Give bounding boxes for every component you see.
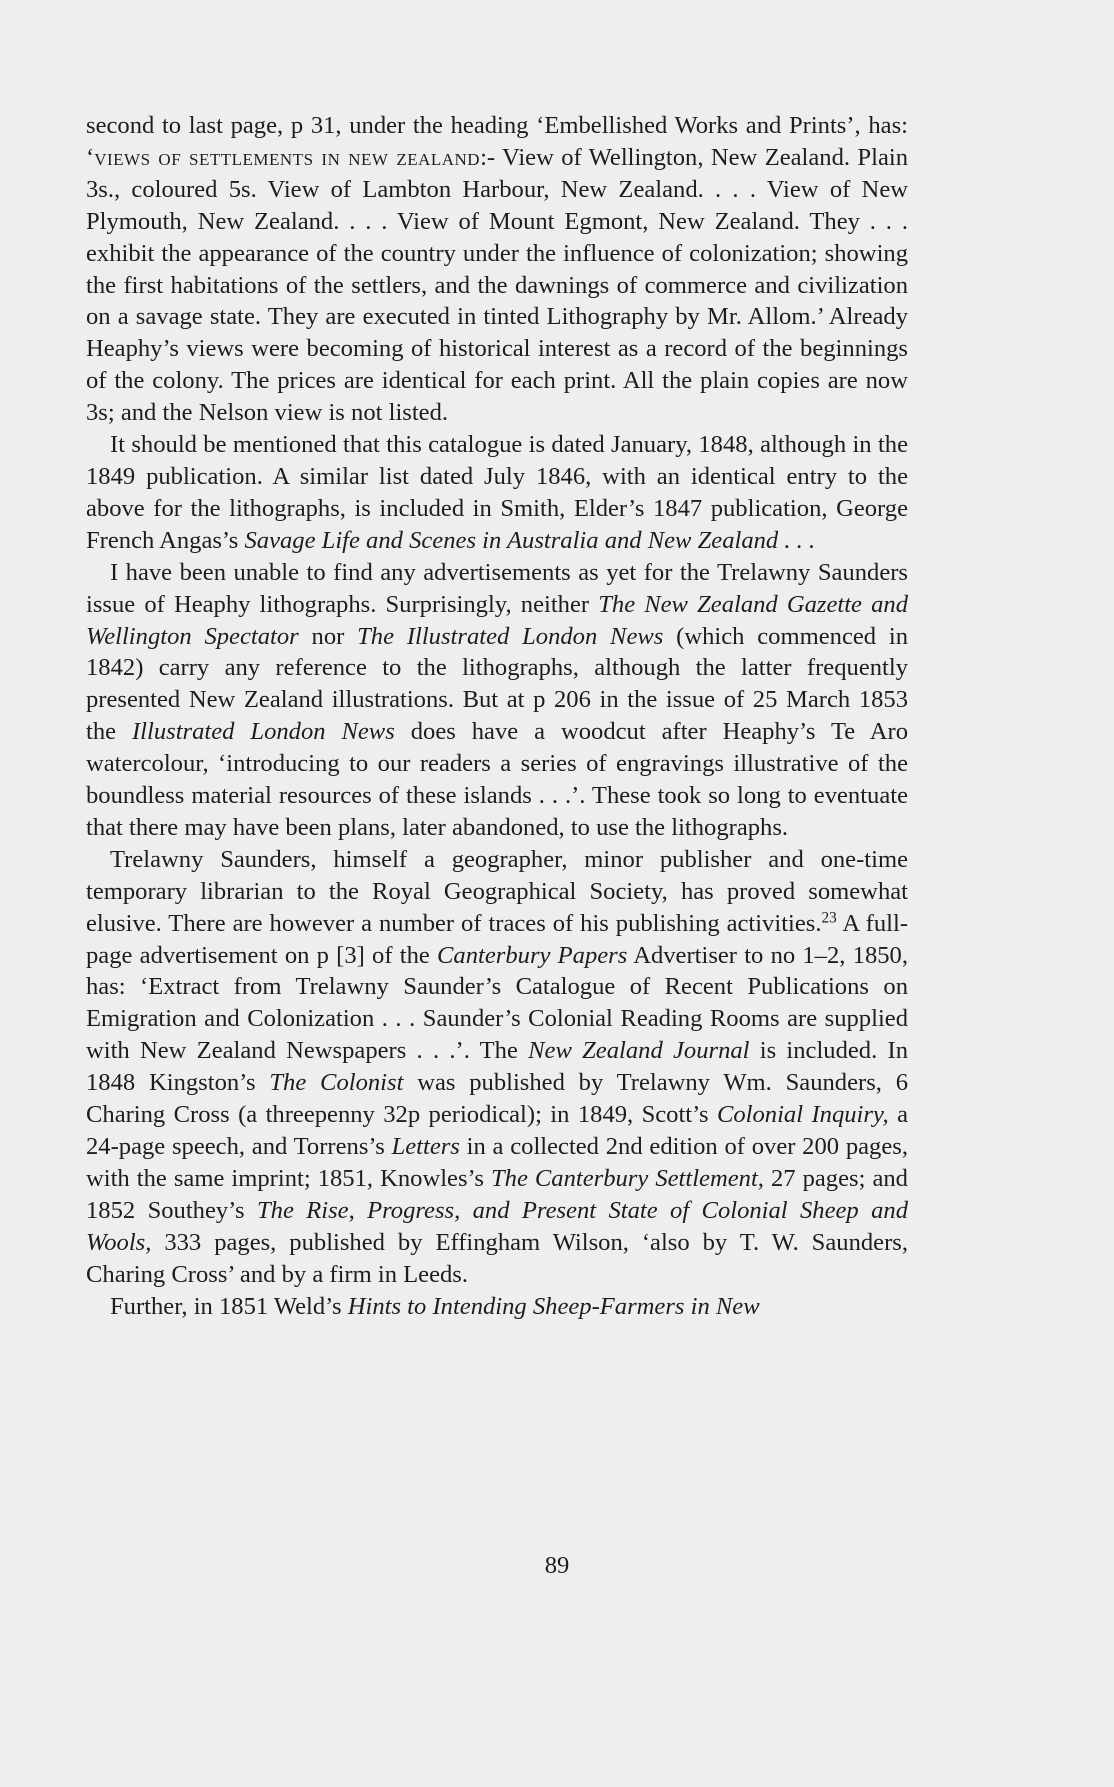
text-run: does have a woodcut after Heaphy’s Te Aro watercolour, ‘introducing to our readers a series of engravings illustrative of the boundless material resources of these islands . . .’. These took so long to eventuate that there may have been plans, later abandoned, to use the lithographs. [86,718,908,841]
italic-title: Canterbury Papers [437,941,628,969]
italic-title: Hints to Intending Sheep-Farmers in New [347,1292,760,1320]
footnote-reference: 23 [821,909,837,927]
italic-title: The Colonist [269,1069,404,1097]
paragraph-2 [86,429,908,557]
italic-title: Colonial Inquiry, [716,1101,889,1129]
text-run: is included. In 1848 Kingston’s [86,1037,908,1097]
italic-title: The Rise, Progress, and Present State of Colonial Sheep and Wools, [86,1196,908,1256]
paragraph-5 [86,1291,908,1323]
text-run: :- View of Wellington, New Zealand. Plain 3s., coloured 5s. View of Lambton Harbour, New Zealand. . . . View of New Plymouth, New Zealand. . . . View of Mount Egmont, New Zealand. They . . . exhibit the appearance of the country under the influence of colonization; showing the first habitations of the settlers, and the dawnings of commerce and civilization on a savage state. They are executed in tinted Lithography by Mr. Allom.’ Already Heaphy’s views were becoming of historical interest as a record of the beginnings of the colony. The prices are identical for each print. All the plain copies are now 3s; and the Nelson view is not listed. [86,143,908,427]
italic-title: Letters [391,1133,460,1160]
text-run: in a collected 2nd edition of over 200 pages, with the same imprint; 1851, Knowles’s [86,1133,908,1192]
text-run: It should be mentioned that this catalogue is dated January, 1848, although in the 1849 publication. A similar list dated July 1846, with an identical entry to the above for the lithographs, is included in Smith, Elder’s 1847 publication, George French Angas’s [86,431,908,554]
text-run: Further, in 1851 Weld’s [110,1292,348,1320]
italic-title: The Canterbury Settlement, [490,1164,764,1192]
italic-title: The New Zealand Gazette and Wellington Spectator [86,590,908,650]
text-run: Trelawny Saunders, himself a geographer, minor publisher and one-time temporary librarian to the Royal Geographical Society, has proved somewhat elusive. There are however a number of traces of his publishing activities. [86,845,908,937]
text-run: a 24-page speech, and Torrens’s [86,1101,908,1160]
italic-title: Illustrated London News [131,718,395,746]
paragraph-4 [86,844,908,1291]
italic-title: Savage Life and Scenes in Australia and New Zealand . . . [244,526,816,554]
page-number: 89 [544,1552,570,1579]
paragraph-1 [86,110,908,429]
text-run: was published by Trelawny Wm. Saunders, 6 Charing Cross (a threepenny 32p periodical); in 1849, Scott’s [86,1069,908,1129]
text-run: second to last page, p 31, under the heading ‘Embellished Works and Prints’, has: ‘ [86,112,908,171]
small-caps-heading: views of settlements in new zealand [94,143,481,171]
text-run: Advertiser to no 1–2, 1850, has: ‘Extract from Trelawny Saunder’s Catalogue of Recent Publications on Emigration and Colonization . . . Saunder’s Colonial Reading Rooms are supplied with New Zealand Newspapers . . .’. The [86,941,908,1065]
text-run: 333 pages, published by Effingham Wilson, ‘also by T. W. Saunders, Charing Cross’ and by a firm in Leeds. [86,1228,908,1288]
text-run: nor [298,622,358,650]
text-run: 27 pages; and 1852 Southey’s [86,1164,908,1224]
text-run: (which commenced in 1842) carry any reference to the lithographs, although the latter frequently presented New Zealand illustrations. But at p 206 in the issue of 25 March 1853 the [86,622,908,746]
paragraph-3 [86,557,908,844]
text-run: A full-page advertisement on p [3] of the [86,909,909,969]
text-run: I have been unable to find any advertisements as yet for the Trelawny Saunders issue of Heaphy lithographs. Surprisingly, neither [86,558,908,618]
page-body-text [86,110,908,1322]
italic-title: New Zealand Journal [528,1037,750,1065]
italic-title: The Illustrated London News [357,622,664,650]
